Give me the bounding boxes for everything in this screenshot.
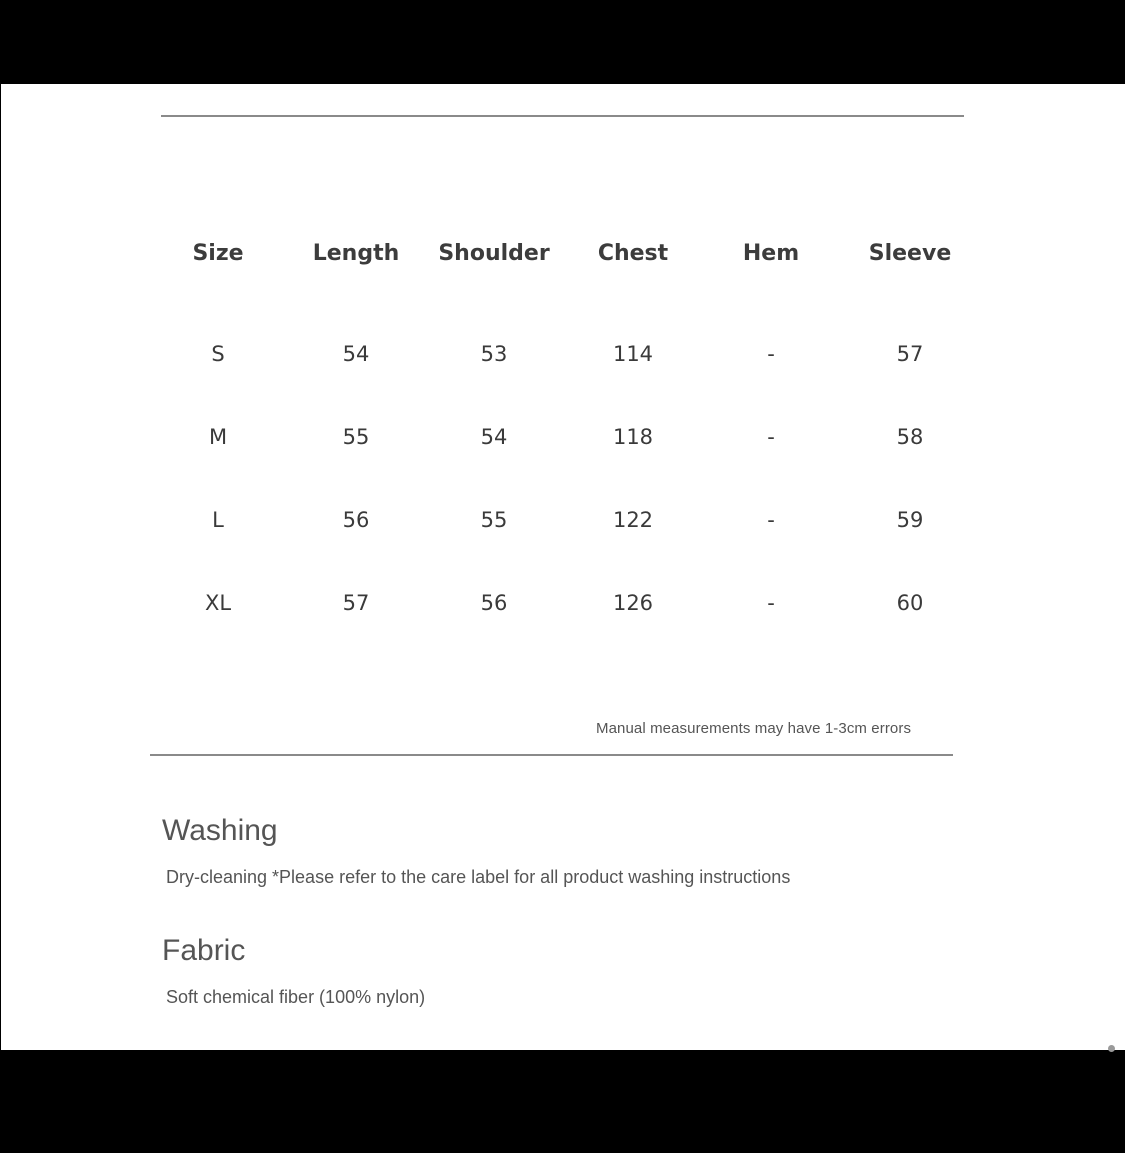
table-cell: 56 <box>480 591 508 615</box>
table-cell: 53 <box>480 342 508 366</box>
washing-title: Washing <box>162 814 278 847</box>
table-cell: 55 <box>342 425 370 449</box>
table-cell: 114 <box>612 342 654 366</box>
header-size: Size <box>192 241 244 266</box>
table-cell: 55 <box>480 508 508 532</box>
fabric-title: Fabric <box>162 934 246 967</box>
table-cell: - <box>767 342 775 366</box>
measurement-note: Manual measurements may have 1-3cm errors <box>596 720 912 737</box>
table-cell: 126 <box>612 591 654 615</box>
table-cell: 122 <box>612 508 654 532</box>
table-cell: - <box>767 508 775 532</box>
table-cell: 60 <box>896 591 924 615</box>
table-cell: 54 <box>342 342 370 366</box>
table-cell: 56 <box>342 508 370 532</box>
header-chest: Chest <box>597 241 669 266</box>
table-cell: 59 <box>896 508 924 532</box>
table-cell: 118 <box>612 425 654 449</box>
table-row <box>148 500 978 583</box>
table-cell: XL <box>204 591 232 615</box>
table-cell: 57 <box>896 342 924 366</box>
table-header-row <box>148 234 978 334</box>
washing-text: Dry-cleaning *Please refer to the care label for all product washing instructions <box>166 867 791 887</box>
table-cell: S <box>211 342 225 366</box>
bottom-divider <box>150 754 953 756</box>
table-cell: L <box>212 508 224 532</box>
table-row <box>148 334 978 417</box>
header-shoulder: Shoulder <box>438 241 550 266</box>
table-row <box>148 583 978 666</box>
fabric-text: Soft chemical fiber (100% nylon) <box>166 987 426 1007</box>
top-divider <box>161 115 964 117</box>
header-hem: Hem <box>742 241 800 266</box>
table-row <box>148 417 978 500</box>
page-indicator-dot <box>1108 1045 1115 1052</box>
size-chart-table <box>148 234 978 666</box>
table-cell: - <box>767 425 775 449</box>
table-cell: M <box>208 425 228 449</box>
table-cell: 58 <box>896 425 924 449</box>
table-cell: - <box>767 591 775 615</box>
table-cell: 54 <box>480 425 508 449</box>
product-info-sheet <box>1 84 1125 1050</box>
header-length: Length <box>312 241 400 266</box>
table-cell: 57 <box>342 591 370 615</box>
header-sleeve: Sleeve <box>868 241 952 266</box>
